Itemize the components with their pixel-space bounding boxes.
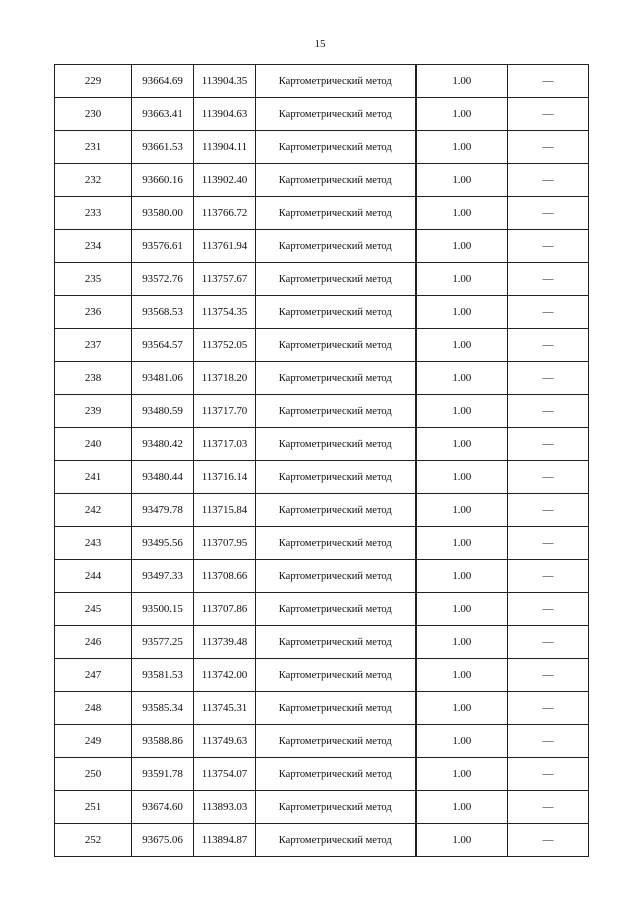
- note-cell: —: [508, 428, 589, 461]
- coordinate-x-cell: 93661.53: [132, 131, 194, 164]
- table-row: [55, 329, 589, 362]
- accuracy-cell: 1.00: [416, 725, 508, 758]
- note-cell: —: [508, 329, 589, 362]
- note-cell: —: [508, 362, 589, 395]
- coordinate-y-cell: 113739.48: [194, 626, 256, 659]
- coordinate-y-cell: 113745.31: [194, 692, 256, 725]
- table-row: [55, 725, 589, 758]
- note-cell: —: [508, 131, 589, 164]
- coordinate-x-cell: 93674.60: [132, 791, 194, 824]
- coordinate-x-cell: 93480.44: [132, 461, 194, 494]
- table-row: [55, 824, 589, 857]
- coordinate-y-cell: 113707.95: [194, 527, 256, 560]
- point-number-cell: 239: [55, 395, 132, 428]
- table-row: [55, 560, 589, 593]
- accuracy-cell: 1.00: [416, 560, 508, 593]
- point-number-cell: 245: [55, 593, 132, 626]
- note-cell: —: [508, 659, 589, 692]
- accuracy-cell: 1.00: [416, 98, 508, 131]
- accuracy-cell: 1.00: [416, 263, 508, 296]
- table-row: [55, 65, 589, 98]
- note-cell: —: [508, 626, 589, 659]
- point-number-cell: 240: [55, 428, 132, 461]
- accuracy-cell: 1.00: [416, 296, 508, 329]
- table-row: [55, 527, 589, 560]
- point-number-cell: 231: [55, 131, 132, 164]
- accuracy-cell: 1.00: [416, 626, 508, 659]
- table-row: [55, 593, 589, 626]
- table-row: [55, 659, 589, 692]
- coordinate-x-cell: 93572.76: [132, 263, 194, 296]
- note-cell: —: [508, 494, 589, 527]
- accuracy-cell: 1.00: [416, 197, 508, 230]
- note-cell: —: [508, 395, 589, 428]
- method-cell: Картометрический метод: [256, 692, 416, 725]
- accuracy-cell: 1.00: [416, 824, 508, 857]
- point-number-cell: 244: [55, 560, 132, 593]
- coordinate-x-cell: 93660.16: [132, 164, 194, 197]
- method-cell: Картометрический метод: [256, 593, 416, 626]
- method-cell: Картометрический метод: [256, 791, 416, 824]
- method-cell: Картометрический метод: [256, 758, 416, 791]
- accuracy-cell: 1.00: [416, 428, 508, 461]
- coordinate-x-cell: 93576.61: [132, 230, 194, 263]
- note-cell: —: [508, 230, 589, 263]
- coordinate-y-cell: 113715.84: [194, 494, 256, 527]
- coordinate-y-cell: 113717.70: [194, 395, 256, 428]
- method-cell: Картометрический метод: [256, 263, 416, 296]
- coordinate-x-cell: 93664.69: [132, 65, 194, 98]
- coordinate-y-cell: 113904.35: [194, 65, 256, 98]
- method-cell: Картометрический метод: [256, 65, 416, 98]
- note-cell: —: [508, 593, 589, 626]
- table-row: [55, 626, 589, 659]
- method-cell: Картометрический метод: [256, 659, 416, 692]
- coordinate-x-cell: 93568.53: [132, 296, 194, 329]
- table-row: [55, 362, 589, 395]
- table-row: [55, 692, 589, 725]
- point-number-cell: 233: [55, 197, 132, 230]
- method-cell: Картометрический метод: [256, 131, 416, 164]
- table-row: [55, 461, 589, 494]
- note-cell: —: [508, 65, 589, 98]
- accuracy-cell: 1.00: [416, 758, 508, 791]
- note-cell: —: [508, 164, 589, 197]
- table-row: [55, 791, 589, 824]
- coordinate-y-cell: 113904.63: [194, 98, 256, 131]
- method-cell: Картометрический метод: [256, 428, 416, 461]
- point-number-cell: 242: [55, 494, 132, 527]
- coordinate-x-cell: 93479.78: [132, 494, 194, 527]
- coordinate-y-cell: 113708.66: [194, 560, 256, 593]
- coordinate-y-cell: 113749.63: [194, 725, 256, 758]
- table-row: [55, 263, 589, 296]
- coordinate-x-cell: 93675.06: [132, 824, 194, 857]
- table-row: [55, 98, 589, 131]
- point-number-cell: 243: [55, 527, 132, 560]
- point-number-cell: 249: [55, 725, 132, 758]
- coordinate-x-cell: 93591.78: [132, 758, 194, 791]
- method-cell: Картометрический метод: [256, 296, 416, 329]
- accuracy-cell: 1.00: [416, 593, 508, 626]
- method-cell: Картометрический метод: [256, 725, 416, 758]
- point-number-cell: 234: [55, 230, 132, 263]
- accuracy-cell: 1.00: [416, 362, 508, 395]
- coordinate-y-cell: 113757.67: [194, 263, 256, 296]
- accuracy-cell: 1.00: [416, 692, 508, 725]
- method-cell: Картометрический метод: [256, 362, 416, 395]
- coordinates-table-body: [55, 65, 589, 857]
- point-number-cell: 232: [55, 164, 132, 197]
- note-cell: —: [508, 263, 589, 296]
- coordinate-y-cell: 113893.03: [194, 791, 256, 824]
- point-number-cell: 250: [55, 758, 132, 791]
- point-number-cell: 230: [55, 98, 132, 131]
- coordinate-y-cell: 113754.07: [194, 758, 256, 791]
- coordinate-x-cell: 93495.56: [132, 527, 194, 560]
- note-cell: —: [508, 461, 589, 494]
- note-cell: —: [508, 725, 589, 758]
- table-row: [55, 395, 589, 428]
- coordinate-y-cell: 113904.11: [194, 131, 256, 164]
- note-cell: —: [508, 98, 589, 131]
- coordinate-x-cell: 93480.59: [132, 395, 194, 428]
- point-number-cell: 247: [55, 659, 132, 692]
- note-cell: —: [508, 527, 589, 560]
- note-cell: —: [508, 197, 589, 230]
- point-number-cell: 248: [55, 692, 132, 725]
- coordinate-y-cell: 113752.05: [194, 329, 256, 362]
- accuracy-cell: 1.00: [416, 791, 508, 824]
- note-cell: —: [508, 296, 589, 329]
- point-number-cell: 237: [55, 329, 132, 362]
- method-cell: Картометрический метод: [256, 164, 416, 197]
- method-cell: Картометрический метод: [256, 560, 416, 593]
- coordinate-y-cell: 113742.00: [194, 659, 256, 692]
- accuracy-cell: 1.00: [416, 461, 508, 494]
- coordinate-x-cell: 93481.06: [132, 362, 194, 395]
- coordinate-x-cell: 93585.34: [132, 692, 194, 725]
- method-cell: Картометрический метод: [256, 461, 416, 494]
- table-row: [55, 296, 589, 329]
- coordinate-x-cell: 93497.33: [132, 560, 194, 593]
- coordinate-y-cell: 113754.35: [194, 296, 256, 329]
- note-cell: —: [508, 560, 589, 593]
- table-row: [55, 197, 589, 230]
- point-number-cell: 238: [55, 362, 132, 395]
- point-number-cell: 229: [55, 65, 132, 98]
- note-cell: —: [508, 791, 589, 824]
- table-row: [55, 230, 589, 263]
- note-cell: —: [508, 824, 589, 857]
- point-number-cell: 241: [55, 461, 132, 494]
- coordinate-x-cell: 93480.42: [132, 428, 194, 461]
- coordinate-y-cell: 113718.20: [194, 362, 256, 395]
- coordinate-x-cell: 93500.15: [132, 593, 194, 626]
- point-number-cell: 251: [55, 791, 132, 824]
- table-row: [55, 131, 589, 164]
- coordinate-x-cell: 93580.00: [132, 197, 194, 230]
- coordinate-x-cell: 93663.41: [132, 98, 194, 131]
- accuracy-cell: 1.00: [416, 329, 508, 362]
- method-cell: Картометрический метод: [256, 197, 416, 230]
- coordinate-y-cell: 113707.86: [194, 593, 256, 626]
- point-number-cell: 252: [55, 824, 132, 857]
- coordinate-y-cell: 113902.40: [194, 164, 256, 197]
- coordinate-x-cell: 93588.86: [132, 725, 194, 758]
- method-cell: Картометрический метод: [256, 395, 416, 428]
- accuracy-cell: 1.00: [416, 659, 508, 692]
- coordinates-table: [54, 64, 589, 857]
- method-cell: Картометрический метод: [256, 230, 416, 263]
- note-cell: —: [508, 758, 589, 791]
- method-cell: Картометрический метод: [256, 824, 416, 857]
- table-row: [55, 758, 589, 791]
- method-cell: Картометрический метод: [256, 626, 416, 659]
- accuracy-cell: 1.00: [416, 65, 508, 98]
- coordinate-y-cell: 113766.72: [194, 197, 256, 230]
- coordinate-x-cell: 93581.53: [132, 659, 194, 692]
- page-number: 15: [314, 38, 326, 50]
- point-number-cell: 246: [55, 626, 132, 659]
- coordinate-y-cell: 113761.94: [194, 230, 256, 263]
- point-number-cell: 236: [55, 296, 132, 329]
- method-cell: Картометрический метод: [256, 329, 416, 362]
- coordinate-x-cell: 93577.25: [132, 626, 194, 659]
- table-row: [55, 494, 589, 527]
- accuracy-cell: 1.00: [416, 230, 508, 263]
- accuracy-cell: 1.00: [416, 494, 508, 527]
- coordinate-y-cell: 113894.87: [194, 824, 256, 857]
- accuracy-cell: 1.00: [416, 395, 508, 428]
- method-cell: Картометрический метод: [256, 494, 416, 527]
- point-number-cell: 235: [55, 263, 132, 296]
- accuracy-cell: 1.00: [416, 164, 508, 197]
- accuracy-cell: 1.00: [416, 527, 508, 560]
- coordinate-x-cell: 93564.57: [132, 329, 194, 362]
- coordinate-y-cell: 113716.14: [194, 461, 256, 494]
- coordinate-y-cell: 113717.03: [194, 428, 256, 461]
- note-cell: —: [508, 692, 589, 725]
- table-row: [55, 164, 589, 197]
- method-cell: Картометрический метод: [256, 98, 416, 131]
- method-cell: Картометрический метод: [256, 527, 416, 560]
- accuracy-cell: 1.00: [416, 131, 508, 164]
- table-row: [55, 428, 589, 461]
